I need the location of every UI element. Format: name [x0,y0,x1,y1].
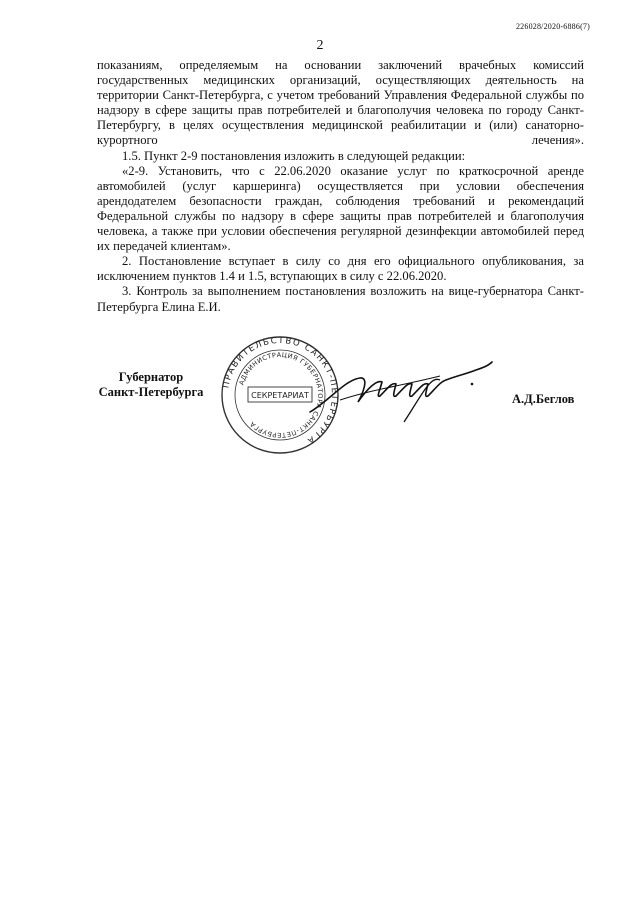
stamp-outer-text: ПРАВИТЕЛЬСТВО САНКТ-ПЕТЕРБУРГА [221,335,340,446]
signatory-name: А.Д.Беглов [512,392,575,406]
paragraph-3: 3. Контроль за выполнением постановления возложить на вице-губернатора Санкт-Петербурга Елина Е.И. [97,284,584,314]
handwritten-signature [300,340,500,430]
paragraph-1-5: 1.5. Пункт 2-9 постановления изложить в следующей редакции: [122,148,466,163]
stamp-inner-text: АДМИНИСТРАЦИЯ ГУБЕРНАТОРА САНКТ-ПЕТЕРБУРГА [237,350,325,440]
paragraph-2: 2. Постановление вступает в силу со дня его официального опубликования, за исключением пунктов 1.4 и 1.5, вступающих в силу с 22.06.2020. [97,254,584,284]
document-id: 226028/2020-6886(7) [515,22,590,31]
signatory-title [96,370,206,400]
document-body [97,58,584,315]
signatory-title-line2: Санкт-Петербурга [98,385,204,399]
paragraph-2-9: «2-9. Установить, что с 22.06.2020 оказание услуг по краткосрочной аренде автомобилей (услуг каршеринга) осуществляется при условии обеспечения арендодателем безопасности граждан, соблюдения требований и рекомендаций Федеральной службы по надзору в сфере защиты прав потребителей и благополучия человека, а также при условии обеспечения регулярной дезинфекции автомобилей перед их передачей клиентам». [97,163,584,254]
signatory-title-line1: Губернатор [118,370,184,384]
stamp-center-text: СЕКРЕТАРИАТ [251,391,309,400]
paragraph-continuation: показаниям, определяемым на основании заключений врачебных комиссий государственных медицинских организаций, осуществляющих деятельность на территории Санкт-Петербурга, с учетом требований Управления Федеральной службы по надзору в сфере защиты прав потребителей и благополучия человека по городу Санкт-Петербургу, в целях осуществления медицинской реабилитации и (или) санаторно-курортного лечения». [97,58,584,148]
page-number: 2 [316,38,324,53]
